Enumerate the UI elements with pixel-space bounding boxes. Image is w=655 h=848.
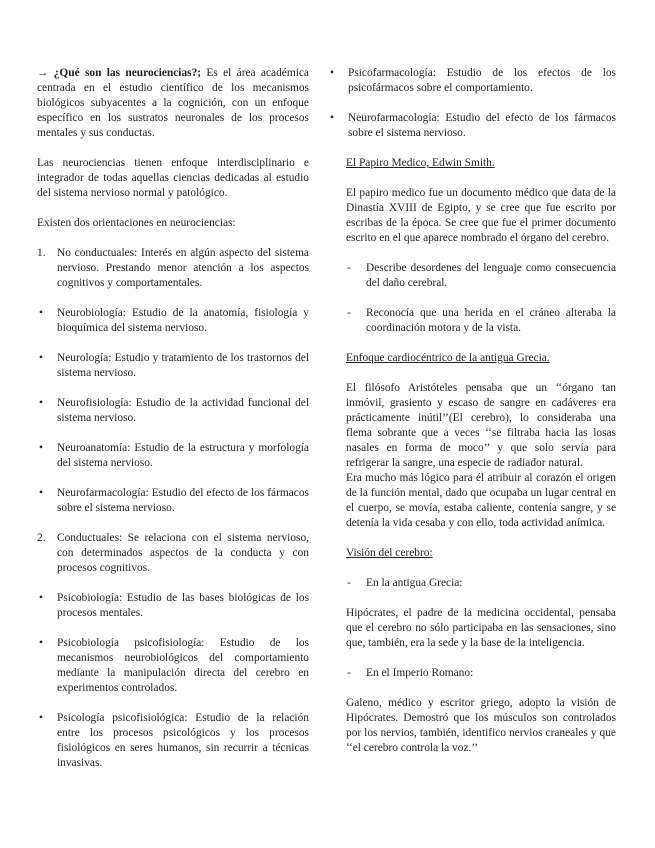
list-item: [37, 396, 309, 426]
list-item-text: Neurofisiología: Estudio de la actividad funcional del sistema nervioso.: [57, 397, 309, 424]
intro-paragraph: [37, 66, 309, 141]
list-item-text: Neurofarmacología: Estudio del efecto de los fármacos sobre el sistema nervioso.: [348, 112, 616, 139]
list-item-text: Neuroanatomía: Estudio de la estructura y morfología del sistema nervioso.: [57, 442, 309, 469]
list-item: [37, 591, 309, 621]
list-item-text: Psicobiología: Estudio de las bases biológicas de los procesos mentales.: [57, 592, 309, 619]
dash-icon: -: [347, 577, 351, 589]
left-column: [37, 66, 309, 771]
right-column: [328, 66, 616, 756]
list-item-text: Describe desordenes del lenguaje como consecuencia del daño cerebral.: [366, 262, 616, 289]
list-item-text: Psicobiología psicofisiología: Estudio de los mecanismos neurobiológicos del comportamiento mediante la manipulación directa del cerebro en experimentos controlados.: [57, 637, 309, 694]
cardiocentric-heading: Enfoque cardiocéntrico de la antigua Grecia.: [346, 352, 550, 364]
dash-icon: -: [347, 307, 351, 319]
list-item: [328, 111, 616, 141]
aristotle-paragraph: El filósofo Aristóteles pensaba que un ‘‘órgano tan inmóvil, grasiento y escaso de sangre en cadáveres era prácticamente inútil’’(El cerebro), lo consideraba una flema sobrante que a veces ‘‘se filtraba hacia las losas nasales en forma de moco’’ y que solo servía para refrigerar la sangre, una especie de radiador natural.: [346, 382, 616, 469]
orientations-paragraph: Existen dos orientaciones en neurociencias:: [37, 217, 236, 229]
bullet-icon: •: [39, 637, 43, 649]
bullet-icon: •: [39, 442, 43, 454]
galen-paragraph: Galeno, médico y escritor griego, adopto la visión de Hipócrates. Demostró que los músculos son controlados por los nervios, también, identifico nervios craneales y que ‘‘el cerebro controla la voz.’’: [346, 697, 616, 754]
list-item: [346, 306, 616, 336]
brain-vision-heading: Visión del cerebro:: [346, 547, 433, 559]
list-item: [37, 711, 309, 771]
list-item: [346, 576, 616, 591]
intro-question: ¿Qué son las neurociencias?;: [53, 67, 202, 79]
list-item: [346, 666, 616, 681]
list-item-text: Reconocía que una herida en el cráneo alteraba la coordinación motora y de la vista.: [366, 307, 616, 334]
list-item: [37, 531, 309, 576]
bullet-icon: •: [39, 592, 43, 604]
heart-paragraph: Era mucho más lógico para él atribuir al corazón el origen de la función mental, dado que ocupaba un lugar central en el cuerpo, se movía, estaba caliente, contenía sangre, y se detenía la vida cesaba y con ello, toda actividad anímica.: [346, 472, 616, 529]
list-item-text: Neurofarmacología: Estudio del efecto de los fármacos sobre el sistema nervioso.: [57, 487, 309, 514]
list-item: [37, 306, 309, 336]
list-item-text: Neurobiología: Estudio de la anatomía, fisiología y bioquímica del sistema nervioso.: [57, 307, 309, 334]
list-item-text: Psicología psicofisiológica: Estudio de la relación entre los procesos psicológicos y los procesos fisiológicos en seres humanos, sin recurrir a técnicas invasivas.: [57, 712, 309, 769]
bullet-icon: •: [39, 352, 43, 364]
list-item-text: Neurología: Estudio y tratamiento de los trastornos del sistema nervioso.: [57, 352, 309, 379]
list-item-text: No conductuales: Interés en algún aspecto del sistema nervioso. Prestando menor atención a los aspectos cognitivos y comportamentales.: [57, 247, 309, 289]
list-item-text: Psicofarmacología: Estudio de los efectos de los psicofármacos sobre el comportamiento.: [348, 67, 616, 94]
bullet-icon: •: [39, 307, 43, 319]
dash-icon: -: [347, 667, 351, 679]
list-item: [37, 246, 309, 291]
list-item: [37, 441, 309, 471]
dash-icon: -: [347, 262, 351, 274]
interdisciplinary-paragraph: Las neurociencias tienen enfoque interdisciplinario e integrador de todas aquellas ciencias dedicadas al estudio del sistema nervioso normal y patológico.: [37, 157, 309, 199]
list-item: [37, 351, 309, 381]
list-item: [37, 636, 309, 696]
bullet-icon: •: [330, 67, 334, 79]
arrow-icon: →: [37, 67, 49, 79]
bullet-icon: •: [39, 397, 43, 409]
bullet-icon: •: [330, 112, 334, 124]
list-item-text: Conductuales: Se relaciona con el sistema nervioso, con determinados aspectos de la conducta y con procesos cognitivos.: [57, 532, 309, 574]
list-item: [328, 66, 616, 96]
list-item: [346, 261, 616, 291]
list-item-text: En la antigua Grecia:: [366, 577, 463, 589]
list-item: [37, 486, 309, 516]
list-number: 2.: [37, 532, 46, 544]
list-number: 1.: [37, 247, 46, 259]
list-item-text: En el Imperio Romano:: [366, 667, 474, 679]
intro-definition: Es el área académica centrada en el estudio científico de los mecanismos biológicos subyacentes a la cognición, con un enfoque específico en los sustratos neuronales de los procesos mentales y sus conductas.: [37, 67, 309, 139]
hippocrates-paragraph: Hipócrates, el padre de la medicina occidental, pensaba que el cerebro no sólo participaba en las sensaciones, sino que, también, era la sede y la base de la inteligencia.: [346, 607, 616, 649]
papyrus-heading: El Papiro Medico, Edwin Smith.: [346, 157, 495, 169]
bullet-icon: •: [39, 487, 43, 499]
papyrus-paragraph: El papiro medico fue un documento médico que data de la Dinastía XVIII de Egipto, y se cree que fue escrito por escribas de la época. Se cree que fue el primer documento escrito en el que aparece nombrado el órgano del cerebro.: [346, 187, 616, 244]
bullet-icon: •: [39, 712, 43, 724]
